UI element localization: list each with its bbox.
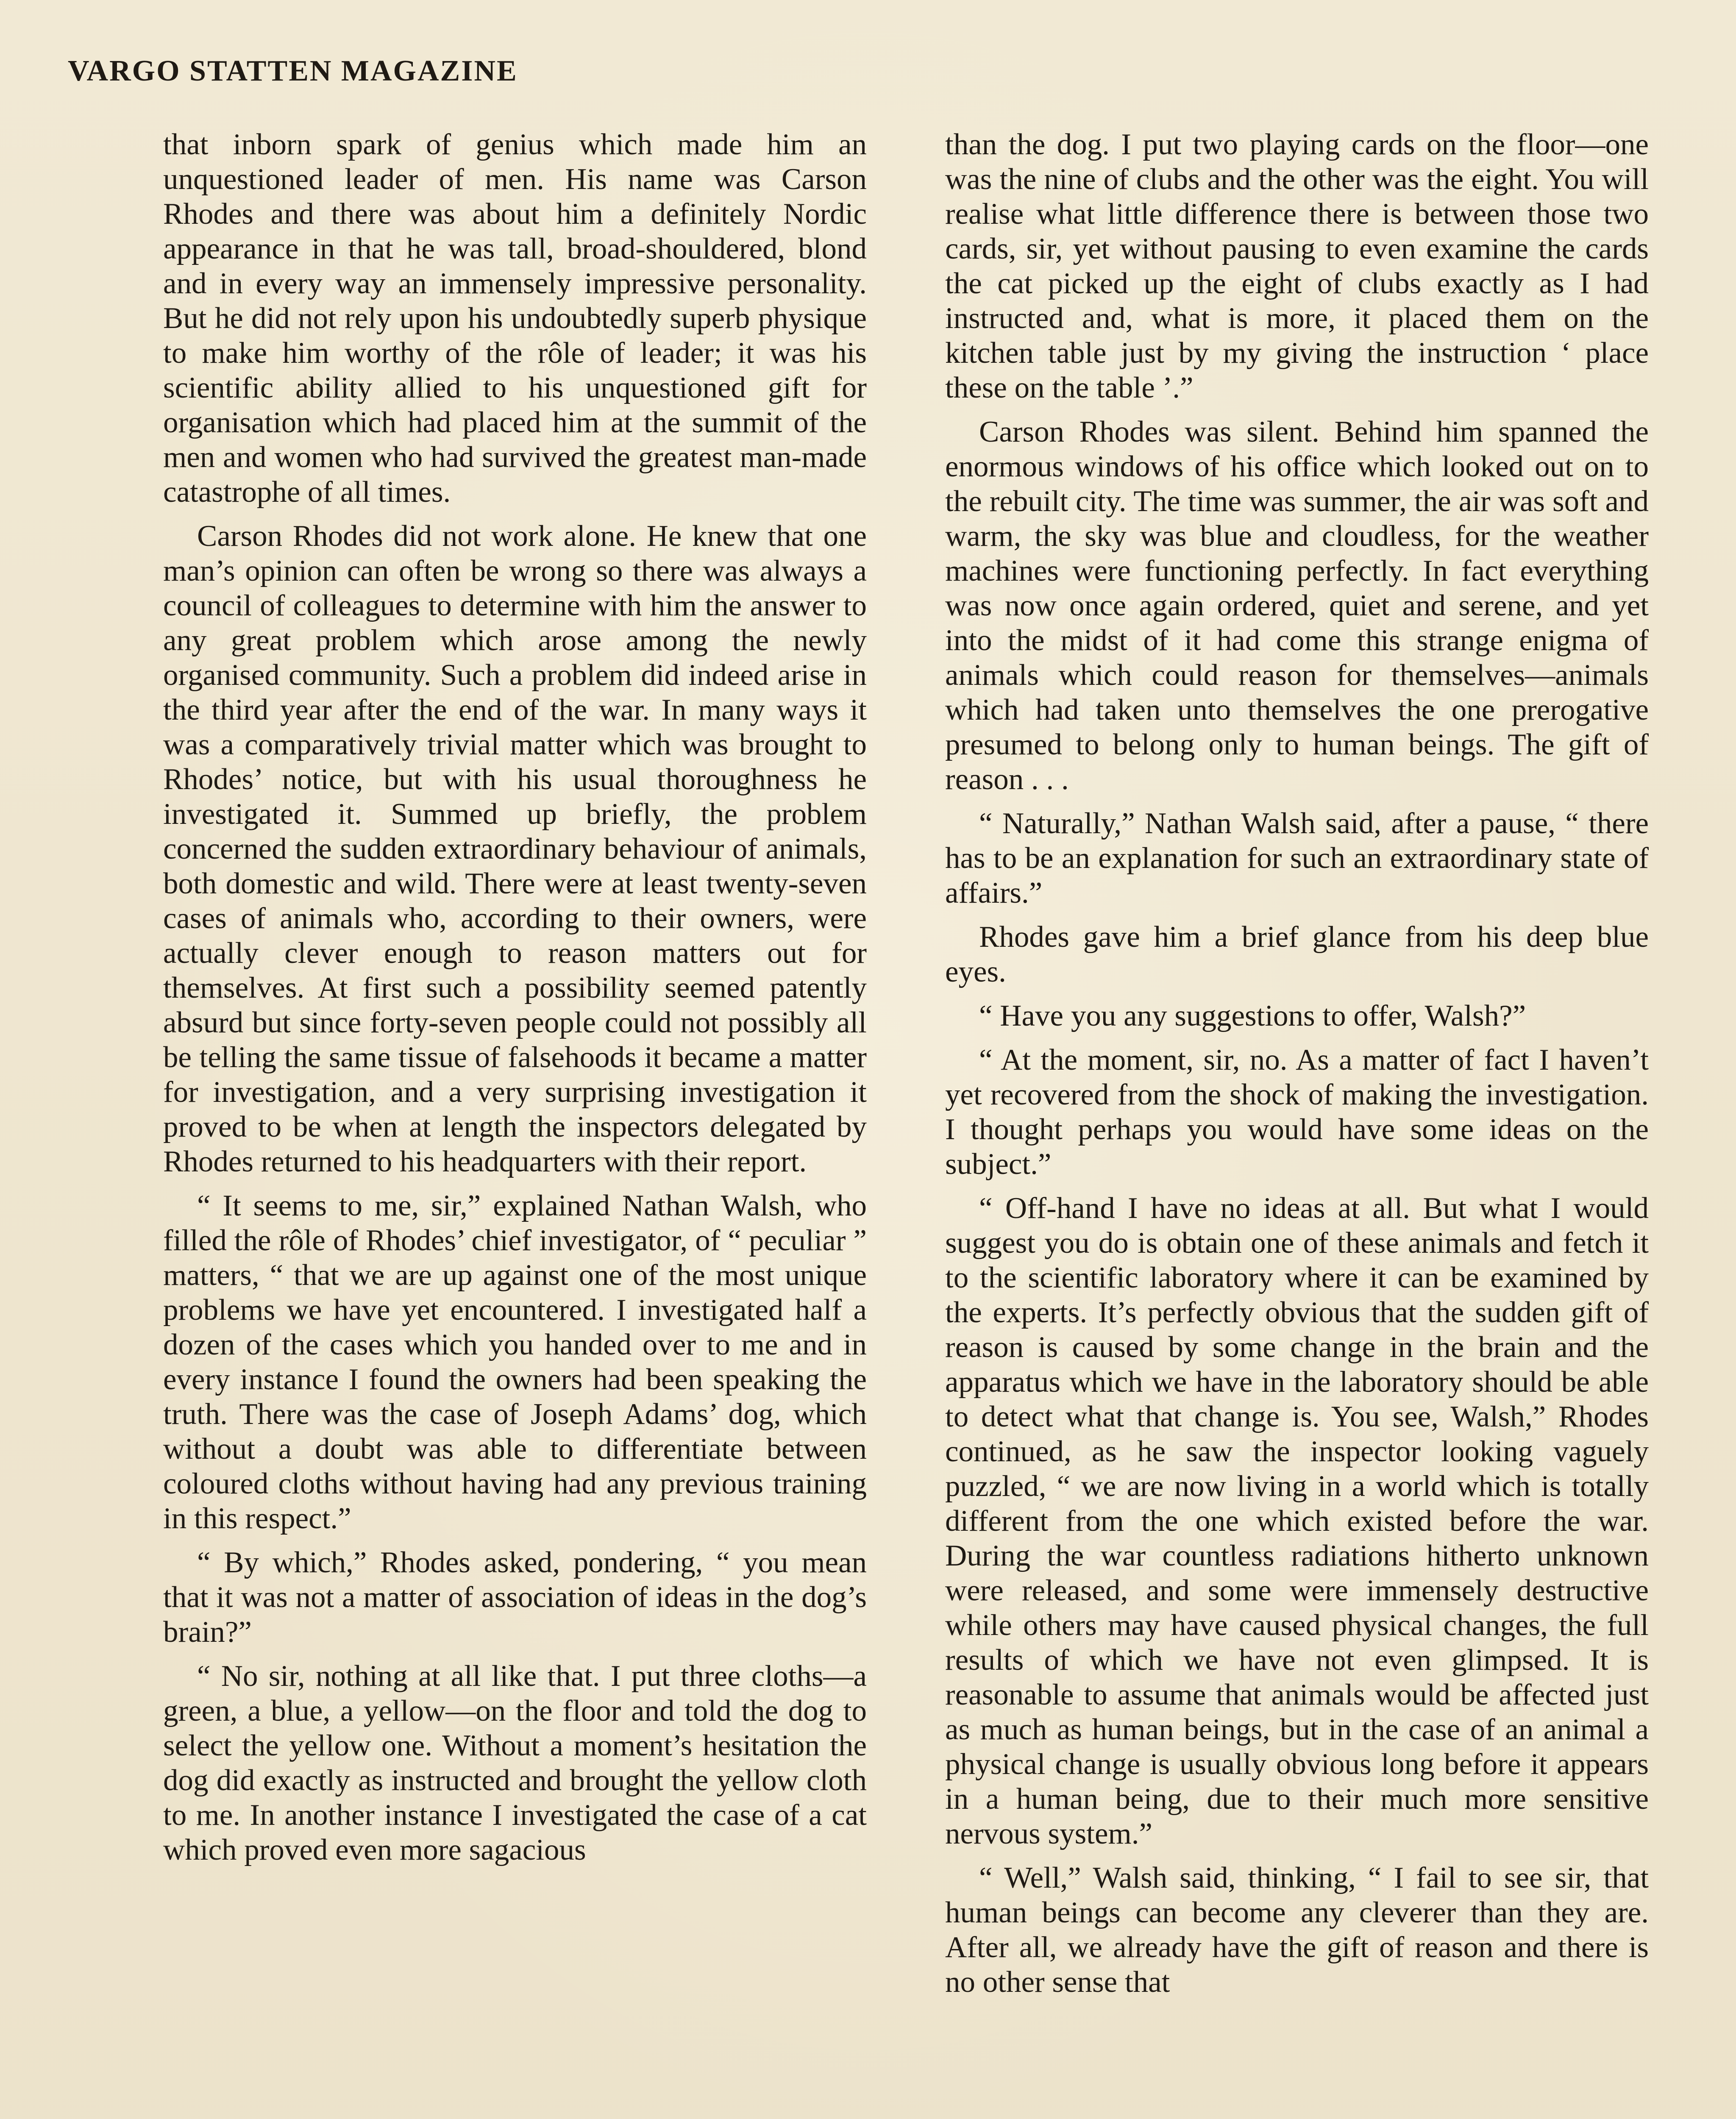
paragraph: than the dog. I put two playing cards on the floor—one was the nine of clubs and the other was the eight. You will realise what little difference there is between those two cards, sir, yet without pausing to even examine the cards the cat picked up the eight of clubs exactly as I had instructed and, what is more, it placed them on the kitchen table just by my giving the instruction ‘ place these on the table ’.” xyxy=(945,128,1649,404)
paragraph: “ Well,” Walsh said, thinking, “ I fail to see sir, that human beings can become any cleverer than they are. After all, we already have the gift of reason and there is no other sense that xyxy=(945,1861,1649,1999)
paragraph: that inborn spark of genius which made him an unquestioned leader of men. His name was Carson Rhodes and there was about him a definitely Nordic appearance in that he was tall, broad-shouldered, blond and in every way an immensely impressive personality. But he did not rely upon his undoubtedly superb physique to make him worthy of the rôle of leader; it was his scientific ability allied to his unquestioned gift for organisation which had placed him at the summit of the men and women who had survived the greatest man-made catastrophe of all times. xyxy=(163,128,867,509)
right-column xyxy=(945,127,1649,2119)
paragraph: “ At the moment, sir, no. As a matter of fact I haven’t yet recovered from the shock of making the investigation. I thought perhaps you would have some ideas on the subject.” xyxy=(945,1043,1649,1181)
paragraph: “ Have you any suggestions to offer, Walsh?” xyxy=(979,999,1526,1032)
running-head: VARGO STATTEN MAGAZINE xyxy=(68,55,518,87)
paragraph: Carson Rhodes was silent. Behind him spanned the enormous windows of his office which looked out on to the rebuilt city. The time was summer, the air was soft and warm, the sky was blue and cloudless, for the weather machines were functioning perfectly. In fact everything was now once again ordered, quiet and serene, and yet into the midst of it had come this strange enigma of animals which could reason for themselves—animals which had taken unto themselves the one prerogative presumed to belong only to human beings. The gift of reason . . . xyxy=(945,415,1649,796)
paragraph: “ Naturally,” Nathan Walsh said, after a pause, “ there has to be an explanation for such an extraordinary state of affairs.” xyxy=(945,807,1649,909)
paragraph: “ Off-hand I have no ideas at all. But what I would suggest you do is obtain one of these animals and fetch it to the scientific laboratory where it can be examined by the experts. It’s perfectly obvious that the sudden gift of reason is caused by some change in the brain and the apparatus which we have in the laboratory should be able to detect what that change is. You see, Walsh,” Rhodes continued, as he saw the inspector looking vaguely puzzled, “ we are now living in a world which is totally different from the one which existed before the war. During the war countless radiations hitherto unknown were released, and some were immensely destructive while others may have caused physical changes, the full results of which we have not even glimpsed. It is reasonable to assume that animals would be affected just as much as human beings, but in the case of an animal a physical change is usually obvious long before it appears in a human being, due to their much more sensitive nervous system.” xyxy=(945,1192,1649,1850)
paragraph: Carson Rhodes did not work alone. He knew that one man’s opinion can often be wrong so there was always a council of colleagues to determine with him the answer to any great problem which arose among the newly organised community. Such a problem did indeed arise in the third year after the end of the war. In many ways it was a comparatively trivial matter which was brought to Rhodes’ notice, but with his usual thoroughness he investigated it. Summed up briefly, the problem concerned the sudden extraordinary behaviour of animals, both domestic and wild. There were at least twenty-seven cases of animals who, according to their owners, were actually clever enough to reason matters out for themselves. At first such a possibility seemed patently absurd but since forty-seven people could not possibly all be telling the same tissue of falsehoods it became a matter for investigation, and a very surprising investigation it proved to be when at length the inspectors delegated by Rhodes returned to his headquarters with their report. xyxy=(163,520,867,1178)
paragraph: Rhodes gave him a brief glance from his deep blue eyes. xyxy=(945,920,1649,988)
paragraph: “ No sir, nothing at all like that. I put three cloths—a green, a blue, a yellow—on the floor and told the dog to select the yellow one. Without a moment’s hesitation the dog did exactly as instructed and brought the yellow cloth to me. In another instance I investigated the case of a cat which proved even more sagacious xyxy=(163,1660,867,1866)
left-column xyxy=(163,127,867,2119)
paragraph: “ By which,” Rhodes asked, pondering, “ you mean that it was not a matter of association of ideas in the dog’s brain?” xyxy=(163,1546,867,1649)
paragraph: “ It seems to me, sir,” explained Nathan Walsh, who filled the rôle of Rhodes’ chief investigator, of “ peculiar ” matters, “ that we are up against one of the most unique problems we have yet encountered. I investigated half a dozen of the cases which you handed over to me and in every instance I found the owners had been speaking the truth. There was the case of Joseph Adams’ dog, which without a doubt was able to differentiate between coloured cloths without having had any previous training in this respect.” xyxy=(163,1189,867,1535)
